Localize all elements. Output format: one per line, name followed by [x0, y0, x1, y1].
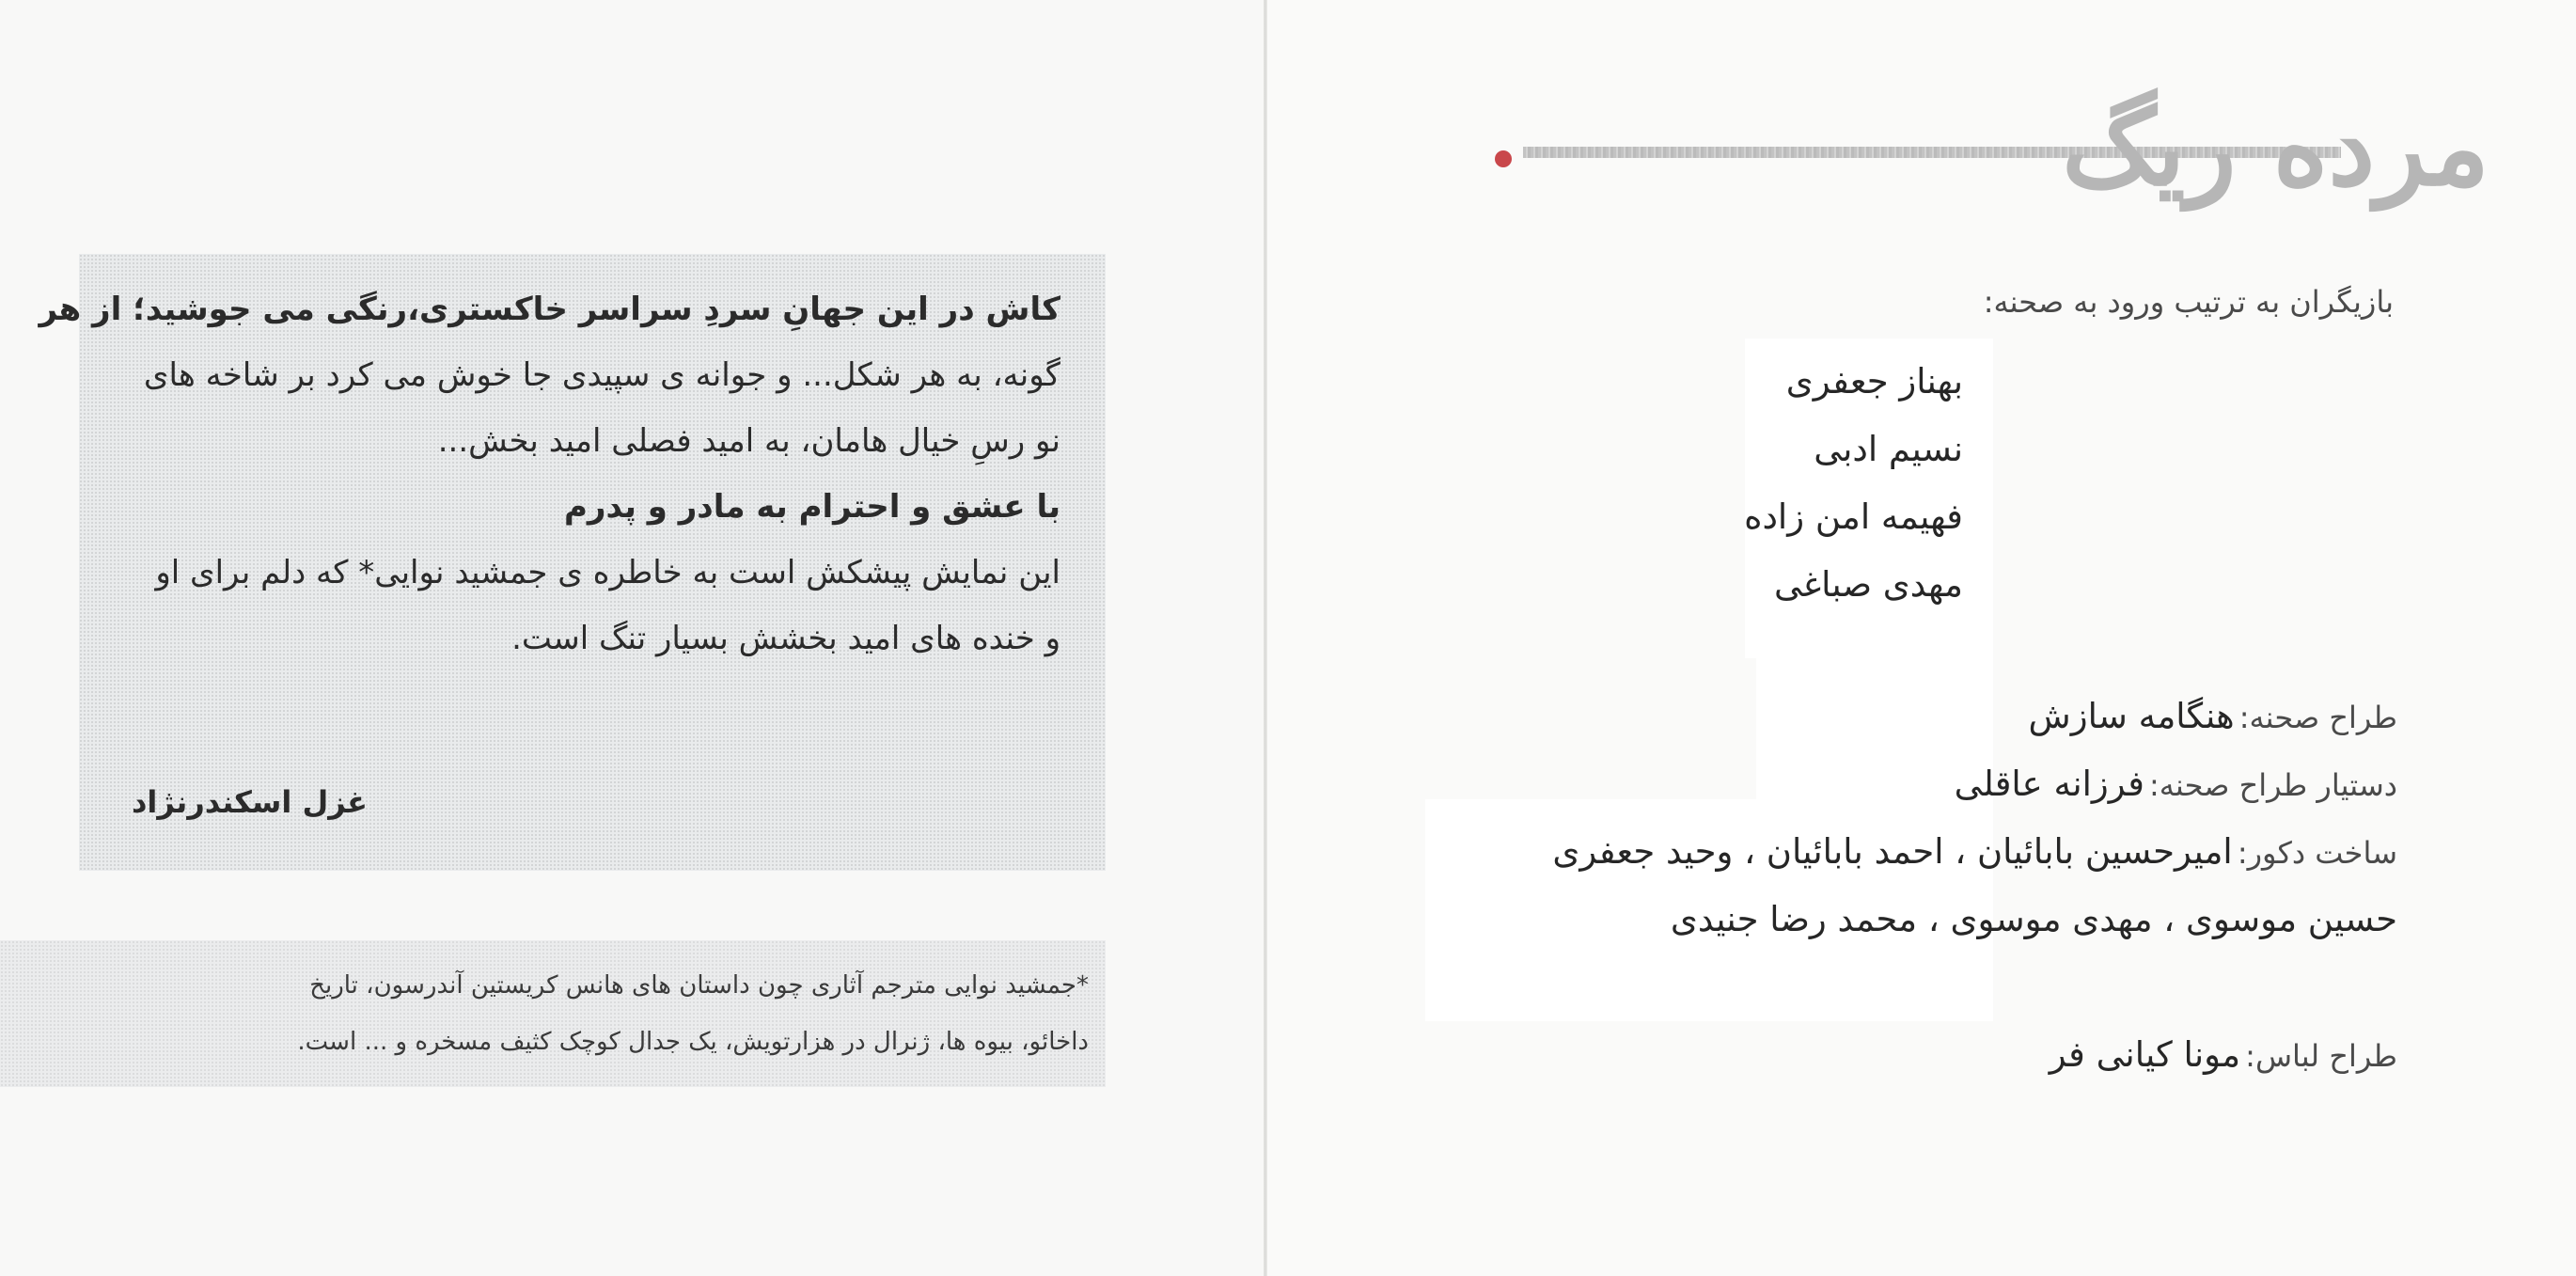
credit-names: هنگامه سازش [2028, 696, 2235, 736]
credit-decor-construction-continued: حسین موسوی ، مهدی موسوی ، محمد رضا جنیدی [1670, 899, 2397, 939]
credit-decor-construction [1552, 831, 2397, 872]
play-title: مرده ریگ [2062, 87, 2490, 210]
title-dot [1495, 150, 1512, 167]
cast-member: نسیم ادبی [1814, 429, 1963, 469]
credit-costume-designer [2050, 1034, 2397, 1075]
dedication-signature: غزل اسکندرنژاد [132, 784, 368, 820]
cast-member: فهیمه امن زاده [1744, 496, 1963, 537]
dedication-line: و خنده های امید بخشش بسیار تنگ است. [511, 620, 1060, 657]
credit-set-designer [2029, 696, 2397, 736]
dedication-text [39, 276, 1060, 671]
dedication-line: نو رسِ خیال هامان، به امید فصلی امید بخش... [437, 422, 1060, 460]
credit-role: ساخت دکور: [2237, 835, 2397, 871]
credit-names: مونا کیانی فر [2049, 1034, 2241, 1075]
credit-names: فرزانه عاقلی [1954, 764, 2144, 804]
left-page [0, 0, 1265, 1276]
dedication-line: با عشق و احترام به مادر و پدرم [563, 488, 1060, 526]
dedication-line: گونه، به هر شکل... و جوانه ی سپیدی جا خوش می کرد بر شاخه های [143, 356, 1060, 394]
footnote-line: *جمشید نوایی مترجم آثاری چون داستان های هانس کریستین آندرسون، تاریخ [309, 971, 1089, 1000]
cast-member: بهناز جعفری [1785, 361, 1963, 402]
footnote-box [0, 940, 1106, 1087]
dedication-line: این نمایش پیشکش است به خاطره ی جمشید نوایی* که دلم برای او [155, 554, 1060, 591]
credit-role: دستیار طراح صحنه: [2148, 767, 2397, 803]
cast-member: مهدی صباغی [1773, 564, 1963, 605]
credit-names: امیرحسین بابائیان ، احمد بابائیان ، وحید جعفری [1552, 831, 2233, 872]
footnote-text [55, 957, 1089, 1070]
credit-role: طراح صحنه: [2238, 700, 2397, 735]
cast-list [1744, 348, 1963, 619]
footnote-line: داخائو، بیوه ها، ژنرال در هزارتویش، یک جدال کوچک کثیف مسخره و ... است. [297, 1028, 1089, 1056]
dedication-box [39, 254, 1106, 871]
credit-role: طراح لباس: [2245, 1038, 2397, 1074]
cast-heading: بازیگران به ترتیب ورود به صحنه: [1983, 284, 2394, 320]
dedication-line: کاش در این جهانِ سردِ سراسر خاکستری،رنگی می جوشید؛ از هر [39, 291, 1060, 328]
credit-assistant-set-designer [1955, 764, 2397, 804]
